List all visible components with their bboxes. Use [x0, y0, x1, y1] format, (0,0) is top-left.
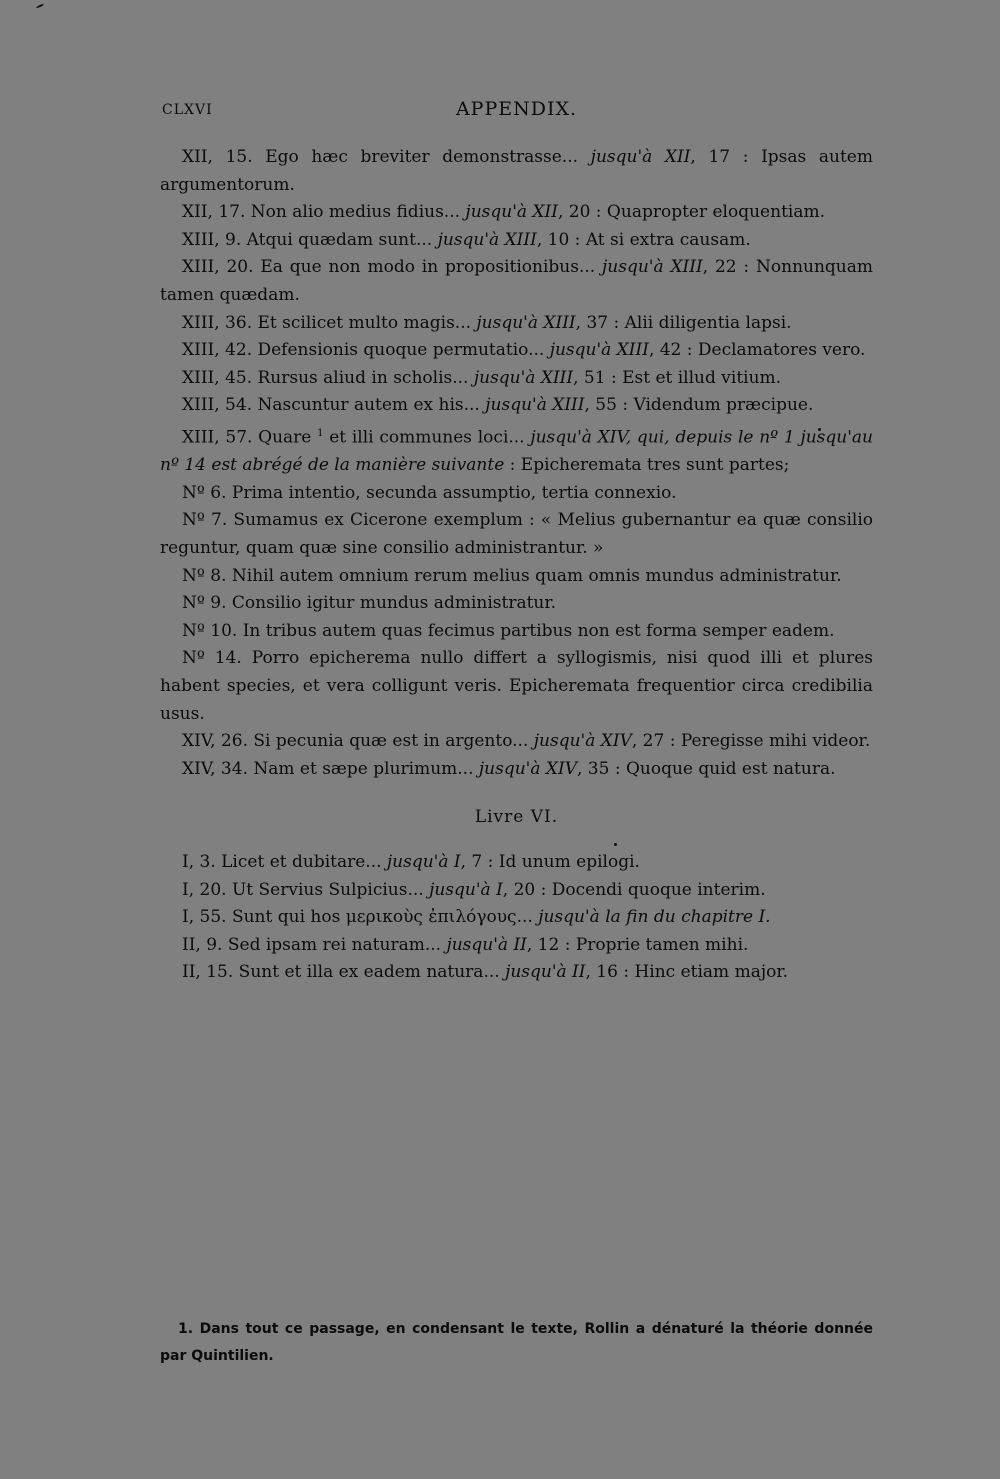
- footnote: 1. Dans tout ce passage, en condensant le texte, Rollin a dénaturé la théorie donnée par Quintilien.: [160, 1321, 873, 1364]
- entry: XIV, 26. Si pecunia quæ est in argento... jusqu'à XIV, 27 : Peregisse mihi videor.: [182, 731, 871, 752]
- entry: XIII, 20. Ea que non modo in propositionibus... jusqu'à XIII, 22 : Nonnunquam tamen quædam.: [160, 257, 873, 305]
- main-text: [160, 144, 873, 987]
- book-heading: Livre VI.: [474, 807, 559, 828]
- entry: II, 9. Sed ipsam rei naturam... jusqu'à II, 12 : Proprie tamen mihi.: [182, 934, 749, 955]
- numbered-item: Nº 6. Prima intentio, secunda assumptio, tertia connexio.: [182, 482, 677, 503]
- entry: I, 55. Sunt qui hos μερικοὺς ἐπιλόγους... jusqu'à la fin du chapitre I.: [182, 907, 771, 928]
- numbered-item: Nº 10. In tribus autem quas fecimus partibus non est forma semper eadem.: [182, 620, 835, 641]
- footnote-marker: 1: [317, 427, 324, 439]
- entry: I, 20. Ut Servius Sulpicius... jusqu'à I, 20 : Docendi quoque interim.: [182, 879, 766, 900]
- entry: XIII, 45. Rursus aliud in scholis... jusqu'à XIII, 51 : Est et illud vitium.: [182, 367, 782, 388]
- numbered-item: Nº 7. Sumamus ex Cicerone exemplum : « Melius gubernantur ea quæ consilio reguntur, quam quæ sine consilio administrantur. »: [160, 510, 873, 558]
- numbered-item: Nº 9. Consilio igitur mundus administratur.: [182, 593, 557, 614]
- entry: XIV, 34. Nam et sæpe plurimum... jusqu'à XIV, 35 : Quoque quid est natura.: [182, 758, 836, 779]
- numbered-item: Nº 14. Porro epicherema nullo differt a syllogismis, nisi quod illi et plures habent species, et vera colligunt veris. Epicheremata frequentior circa credibilia usus.: [160, 648, 873, 724]
- entry: XIII, 42. Defensionis quoque permutatio... jusqu'à XIII, 42 : Declamatores vero.: [182, 340, 866, 361]
- ink-speck: [36, 3, 44, 8]
- entry: XIII, 54. Nascuntur autem ex his... jusqu'à XIII, 55 : Videndum præcipue.: [182, 395, 814, 416]
- entry: XIII, 36. Et scilicet multo magis... jusqu'à XIII, 37 : Alii diligentia lapsi.: [182, 312, 792, 333]
- entry: II, 15. Sunt et illa ex eadem natura... jusqu'à II, 16 : Hinc etiam major.: [182, 962, 789, 983]
- entry: XIII, 9. Atqui quædam sunt... jusqu'à XIII, 10 : At si extra causam.: [182, 229, 751, 250]
- numbered-item: Nº 8. Nihil autem omnium rerum melius quam omnis mundus administratur.: [182, 565, 842, 586]
- running-header: [160, 98, 873, 124]
- entry: XIII, 57. Quare $^1$ et illi communes loci... jusqu'à XIV, qui, depuis le nº 1 jusqu'au nº 14 est abrégé de la manière suivante : Epicheremata tres sunt partes;: [160, 427, 873, 476]
- entry: I, 3. Licet et dubitare... jusqu'à I, 7 : Id unum epilogi.: [182, 851, 640, 872]
- page-number: CLXVI: [162, 102, 213, 118]
- running-title: APPENDIX.: [455, 98, 578, 120]
- entry: XII, 17. Non alio medius fidius... jusqu'à XII, 20 : Quapropter eloquentiam.: [182, 202, 825, 223]
- entry: XII, 15. Ego hæc breviter demonstrasse... jusqu'à XII, 17 : Ipsas autem argumentorum.: [160, 147, 873, 195]
